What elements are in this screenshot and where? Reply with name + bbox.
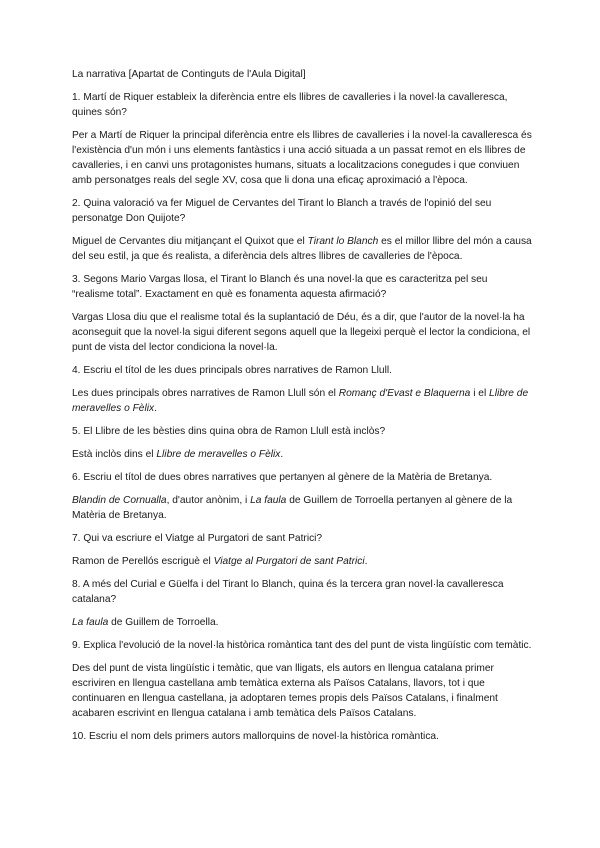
answer-3: Vargas Llosa diu que el realisme total és la suplantació de Déu, és a dir, que l'autor de la novel·la ha aconseguit que la novel·la sigui diferent segons aquell que la llegeixi perquè el lector la condiciona, el punt de vista del lector condiciona la novel·la. (72, 312, 531, 353)
answer-6 (72, 493, 532, 523)
answer-7 (72, 554, 532, 569)
question-5: 5. El Llibre de les bèsties dins quina obra de Ramon Llull està inclòs? (72, 426, 386, 437)
answer-text: es el millor llibre del món a causa del seu estil, ja que és realista, a diferència dels altres llibres de cavalleries de l'època. (72, 236, 532, 262)
answer-8 (72, 615, 532, 630)
book-title: La faula (72, 617, 109, 628)
answer-text: Miguel de Cervantes diu mitjançant el Quixot que el (72, 236, 308, 247)
answer-4 (72, 386, 532, 416)
answer-9: Des del punt de vista lingüístic i temàtic, que van lligats, els autors en llengua catalana primer escriviren en llengua castellana amb temàtica externa als Països Catalans, llavors, tot i que continuaren en llengua castellana, ja adoptaren temes propis dels Països Catalans, i finalment acabaren escrivint en llengua catalana i amb temàtica dels Països Catalans. (72, 663, 498, 719)
answer-5 (72, 447, 532, 462)
question-2: 2. Quina valoració va fer Miguel de Cervantes del Tirant lo Blanch a través de l'opinió del seu personatge Don Quijote? (72, 198, 492, 224)
answer-text: Està inclòs dins el (72, 449, 157, 460)
question-6: 6. Escriu el títol de dues obres narratives que pertanyen al gènere de la Matèria de Bretanya. (72, 472, 493, 483)
book-title: Llibre de meravelles o Fèlix (156, 449, 281, 460)
question-10: 10. Escriu el nom dels primers autors mallorquins de novel·la històrica romàntica. (72, 731, 439, 742)
book-title: La faula (250, 495, 287, 506)
book-title: Tirant lo Blanch (307, 236, 379, 247)
question-3: 3. Segons Mario Vargas llosa, el Tirant lo Blanch és una novel·la que es caracteritza pel seu “realisme total”. Exactament en què es fonamenta aquesta afirmació? (72, 274, 488, 300)
answer-text: Les dues principals obres narratives de Ramon Llull són el (72, 388, 339, 399)
question-8: 8. A més del Curial e Güelfa i del Tirant lo Blanch, quina és la tercera gran novel·la cavalleresca catalana? (72, 579, 504, 605)
answer-text: de Guillem de Torroella pertanyen al gènere de la Matèria de Bretanya. (72, 495, 513, 521)
answer-text: . (154, 403, 157, 414)
book-title: Blandin de Cornualla (72, 495, 167, 506)
question-1: 1. Martí de Riquer estableix la diferència entre els llibres de cavalleries i la novel·la cavalleresca, quines són? (72, 92, 508, 118)
document-page (72, 68, 532, 752)
book-title: Llibre de meravelles o Fèlix (72, 388, 529, 414)
answer-text: i el (470, 388, 490, 399)
answer-text: de Guillem de Torroella. (108, 617, 219, 628)
question-7: 7. Qui va escriure el Viatge al Purgatori de sant Patrici? (72, 533, 323, 544)
answer-2 (72, 234, 532, 264)
answer-1: Per a Martí de Riquer la principal diferència entre els llibres de cavalleries i la novel·la cavalleresca és l'existència d'un món i uns elements fantàstics i una acció situada a un passat remot en els llibres de cavalleries, i en canvi uns protagonistes humans, situats a localitzacions conegudes i que conviuen amb personatges reals del segle XV, cosa que li dona una eficaç aproximació a l'època. (72, 130, 532, 186)
book-title: Viatge al Purgatori de sant Patrici (213, 556, 365, 567)
question-9: 9. Explica l'evolució de la novel·la històrica romàntica tant des del punt de vista lingüístic com temàtic. (72, 640, 532, 651)
answer-text: . (364, 556, 368, 567)
answer-text: . (280, 449, 284, 460)
answer-text: , d'autor anònim, i (166, 495, 251, 506)
answer-text: Ramon de Perellós escriguè el (72, 556, 214, 567)
question-4: 4. Escriu el títol de les dues principals obres narratives de Ramon Llull. (72, 365, 392, 376)
book-title: Romanç d'Evast e Blaquerna (338, 388, 471, 399)
document-title: La narrativa [Apartat de Continguts de l'Aula Digital] (72, 69, 306, 80)
